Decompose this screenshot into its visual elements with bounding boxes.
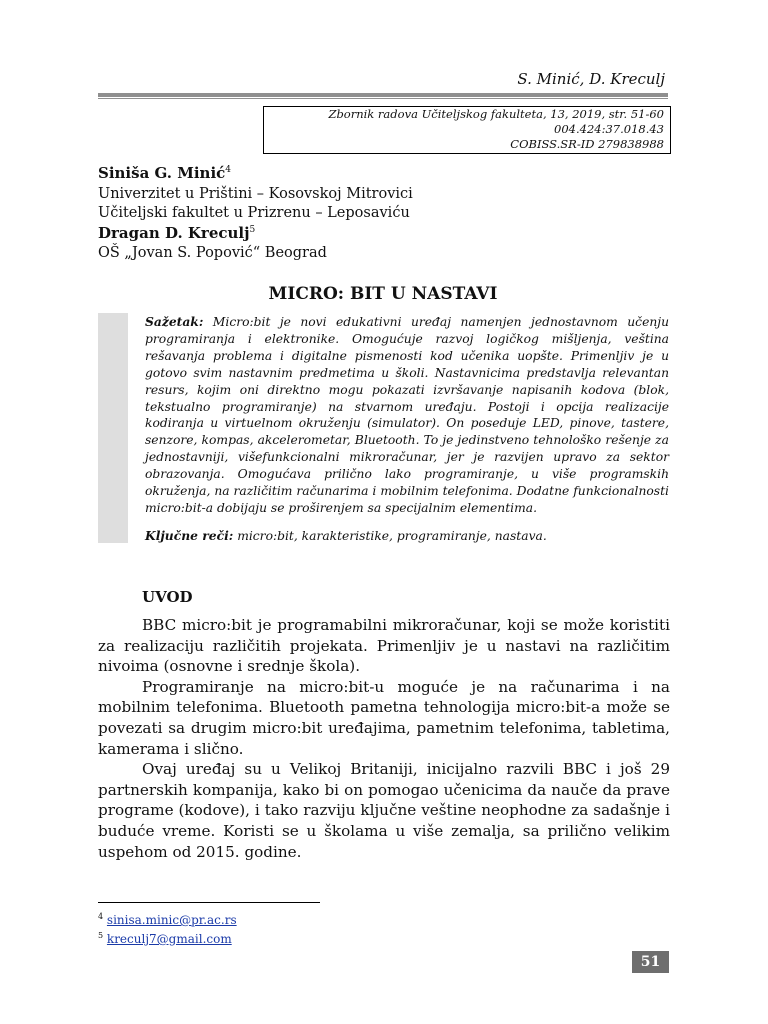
author-block xyxy=(98,164,413,264)
abstract-label: Sažetak: xyxy=(145,314,204,329)
page-number: 51 xyxy=(632,951,669,973)
paragraph: Programiranje na micro:bit-u moguće je na računarima i na mobilnim telefonima. Bluetooth pametna tehnologija micro:bit-a može se povezati sa drugim micro:bit uređajima, pametnim telefonima, tabletima, kamerama i slično. xyxy=(98,677,670,758)
paper-title: MICRO: BIT U NASTAVI xyxy=(268,284,498,304)
footnotes xyxy=(98,909,237,947)
footnote-number: 5 xyxy=(98,931,104,940)
abstract-side-bar xyxy=(98,313,128,543)
footnote xyxy=(98,909,237,928)
author-1-affiliation-1: Univerzitet u Prištini – Kosovskoj Mitrovici xyxy=(98,185,413,202)
abstract xyxy=(145,314,669,517)
abstract-text: Micro:bit je novi edukativni uređaj namenjen jednostavnom učenju programiranja i elektronike. Omogućuje razvoj logičkog mišljenja, veština rešavanja problema i digitalne pismenosti kod učenika uopšte. Primenljiv je u gotovo svim nastavnim predmetima u školi. Nastavnicima predstavlja relevantan resurs, kojim oni direktno mogu pokazati izvršavanje napisanih kodova (blok, tekstualno programiranje) na stvarnom uređaju. Postoji i opcija realizacije kodiranja u virtuelnom okruženju (simulator). On poseduje LED, pinove, tastere, senzore, kompas, akcelerometar, Bluetooth. To je jedinstveno tehnološko rešenje za jednostavniji, višefunkcionalni mikroračunar, jer je razvijen upravo za sektor obrazovanja. Omogućava prilično lako programiranje, u više programskih okruženja, na različitim računarima i mobilnim telefonima. Dodatne funkcionalnosti micro:bit-a dobijaju se proširenjem sa specijalnim elementima. xyxy=(145,315,669,515)
running-header-authors: S. Minić, D. Kreculj xyxy=(517,70,665,88)
citation-cobiss: COBISS.SR-ID 279838988 xyxy=(510,137,664,151)
footnote xyxy=(98,928,237,947)
paragraph: Ovaj uređaj su u Velikoj Britaniji, inicijalno razvili BBC i još 29 partnerskih kompanija, kako bi on pomogao učenicima da nauče da prave programe (kodove), i tako razviju ključne veštine neophodne za sadašnje i buduće vreme. Koristi se u školama u više zemalja, sa prilično velikim uspehom od 2015. godine. xyxy=(98,760,670,861)
author-2-footnote-mark: 5 xyxy=(249,224,256,235)
email-link[interactable]: sinisa.minic@pr.ac.rs xyxy=(106,913,237,927)
body-text xyxy=(98,615,670,862)
keywords-label: Ključne reči: xyxy=(145,528,234,543)
paragraph: BBC micro:bit je programabilni mikroračunar, koji se može koristiti za realizaciju različitih projekata. Primenljiv je u nastavi na različitim nivoima (osnovne i srednje škola). xyxy=(98,616,670,676)
author-1-name: Siniša G. Minić xyxy=(98,164,226,182)
author-1-footnote-mark: 4 xyxy=(225,165,232,176)
citation-box xyxy=(263,106,671,154)
keywords-text: micro:bit, karakteristike, programiranje, nastava. xyxy=(233,529,547,543)
author-1-affiliation-2: Učiteljski fakultet u Prizrenu – Leposaviću xyxy=(98,205,410,221)
footnote-number: 4 xyxy=(98,912,104,921)
header-rule-thick xyxy=(98,93,668,97)
author-2-affiliation: OŠ „Jovan S. Popović“ Beograd xyxy=(98,245,327,261)
section-heading: UVOD xyxy=(142,588,193,606)
citation-udc: 004.424:37.018.43 xyxy=(554,122,664,136)
keywords xyxy=(145,528,669,543)
author-2-name: Dragan D. Kreculj xyxy=(98,223,250,242)
header-rule-thin xyxy=(98,98,668,99)
citation-journal: Zbornik radova Učiteljskog fakulteta, 13, 2019, str. 51-60 xyxy=(328,107,664,121)
email-link[interactable]: kreculj7@gmail.com xyxy=(106,932,232,946)
footnote-rule xyxy=(98,902,320,903)
